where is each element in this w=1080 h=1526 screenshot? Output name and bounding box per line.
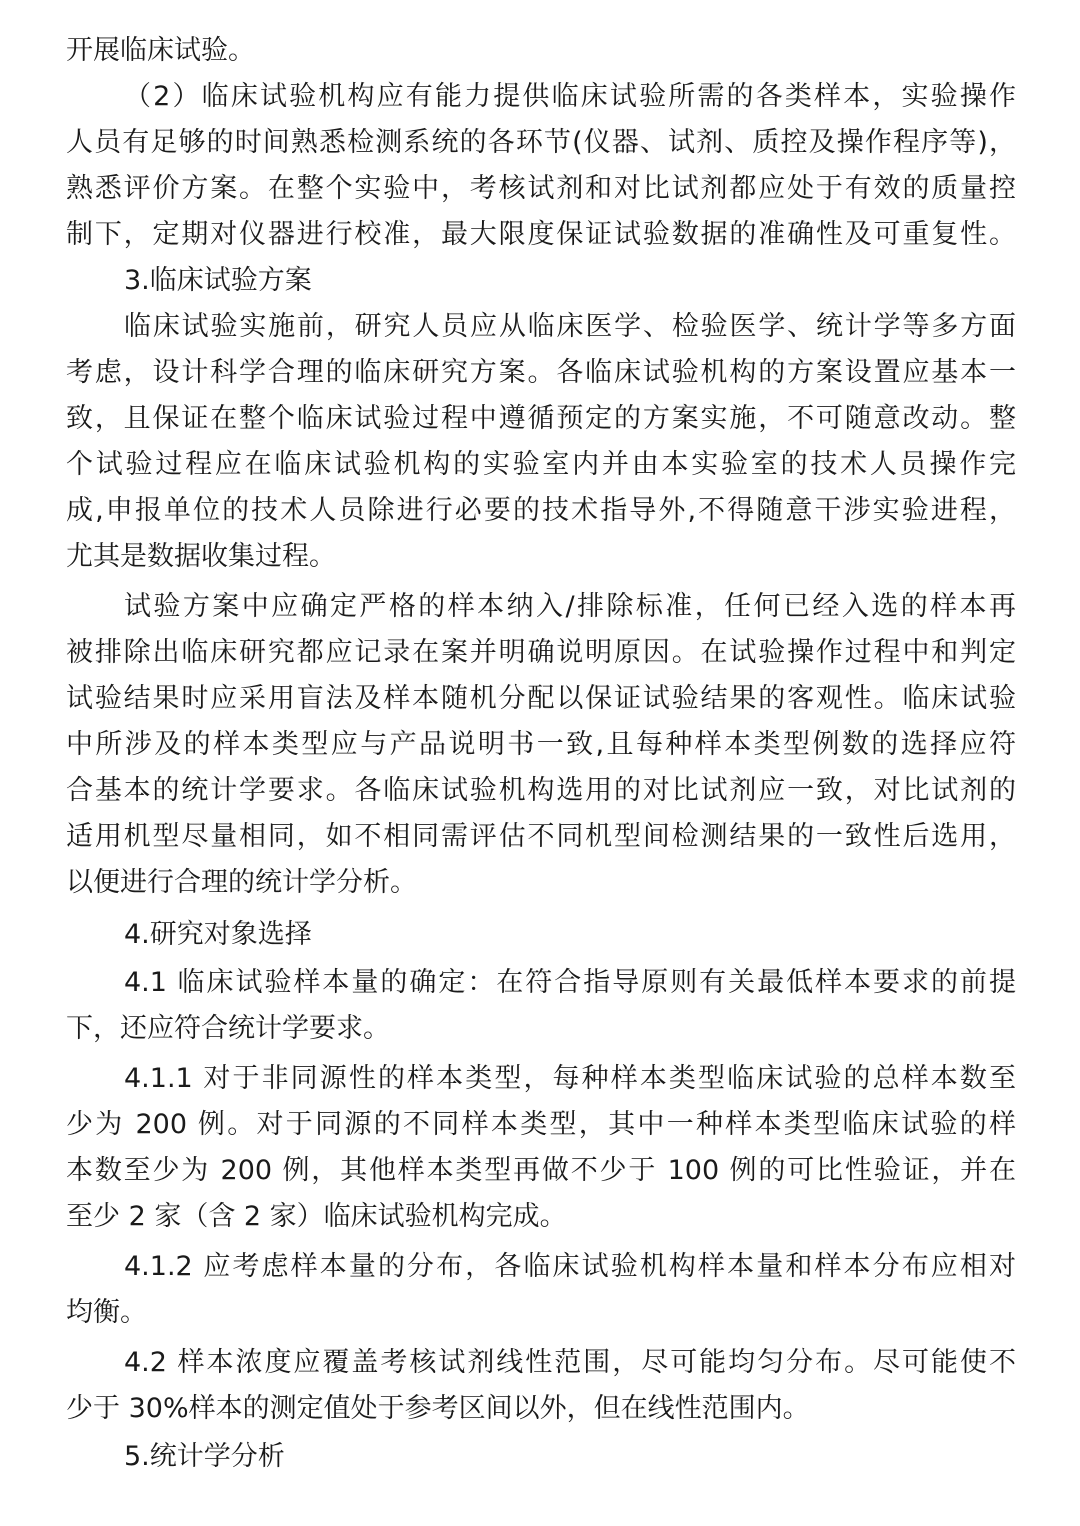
paragraph-2-line: 熟悉评价方案。在整个实验中，考核试剂和对比试剂都应处于有效的质量控 [66,173,1016,204]
section-4-1-line: 4.1 临床试验样本量的确定：在符合指导原则有关最低样本要求的前提 [124,967,1016,998]
section-4-1-line: 下，还应符合统计学要求。 [66,1013,390,1044]
section-3-paragraph-line: 被排除出临床研究都应记录在案并明确说明原因。在试验操作过程中和判定 [66,637,1016,668]
section-heading-5: 5.统计学分析 [124,1441,285,1472]
section-3-paragraph-line: 合基本的统计学要求。各临床试验机构选用的对比试剂应一致，对比试剂的 [66,775,1016,806]
section-3-paragraph-line: 中所涉及的样本类型应与产品说明书一致,且每种样本类型例数的选择应符 [66,729,1016,760]
section-3-paragraph-line: 试验结果时应采用盲法及样本随机分配以保证试验结果的客观性。临床试验 [66,683,1016,714]
text-line: 开展临床试验。 [66,35,255,66]
section-4-1-2-line: 均衡。 [66,1297,147,1328]
section-4-2-line: 少于 30%样本的测定值处于参考区间以外，但在线性范围内。 [66,1393,810,1424]
section-4-2-line: 4.2 样本浓度应覆盖考核试剂线性范围，尽可能均匀分布。尽可能使不 [124,1347,1016,1378]
section-3-paragraph-line: 以便进行合理的统计学分析。 [66,867,417,898]
section-4-1-1-line: 本数至少为 200 例，其他样本类型再做不少于 100 例的可比性验证，并在 [66,1155,1016,1186]
section-4-1-1-line: 至少 2 家（含 2 家）临床试验机构完成。 [66,1201,567,1232]
section-3-line: 临床试验实施前，研究人员应从临床医学、检验医学、统计学等多方面 [124,311,1016,342]
section-3-line: 考虑，设计科学合理的临床研究方案。各临床试验机构的方案设置应基本一 [66,357,1016,388]
section-3-line: 成,申报单位的技术人员除进行必要的技术指导外,不得随意干涉实验进程， [66,495,1016,526]
section-4-1-1-line: 少为 200 例。对于同源的不同样本类型，其中一种样本类型临床试验的样 [66,1109,1016,1140]
paragraph-2-line: 人员有足够的时间熟悉检测系统的各环节(仪器、试剂、质控及操作程序等)， [66,127,1016,158]
section-heading-4: 4.研究对象选择 [124,919,312,950]
section-3-paragraph-line: 适用机型尽量相同，如不相同需评估不同机型间检测结果的一致性后选用， [66,821,1016,852]
section-4-1-2-line: 4.1.2 应考虑样本量的分布，各临床试验机构样本量和样本分布应相对 [124,1251,1016,1282]
section-3-line: 尤其是数据收集过程。 [66,541,336,572]
section-4-1-1-line: 4.1.1 对于非同源性的样本类型，每种样本类型临床试验的总样本数至 [124,1063,1016,1094]
section-3-paragraph-line: 试验方案中应确定严格的样本纳入/排除标准，任何已经入选的样本再 [124,591,1016,622]
section-3-line: 致，且保证在整个临床试验过程中遵循预定的方案实施，不可随意改动。整 [66,403,1016,434]
paragraph-2-line: （2）临床试验机构应有能力提供临床试验所需的各类样本，实验操作 [124,81,1016,112]
section-3-line: 个试验过程应在临床试验机构的实验室内并由本实验室的技术人员操作完 [66,449,1016,480]
paragraph-2-line: 制下，定期对仪器进行校准，最大限度保证试验数据的准确性及可重复性。 [66,219,1016,250]
section-heading-3: 3.临床试验方案 [124,265,312,296]
